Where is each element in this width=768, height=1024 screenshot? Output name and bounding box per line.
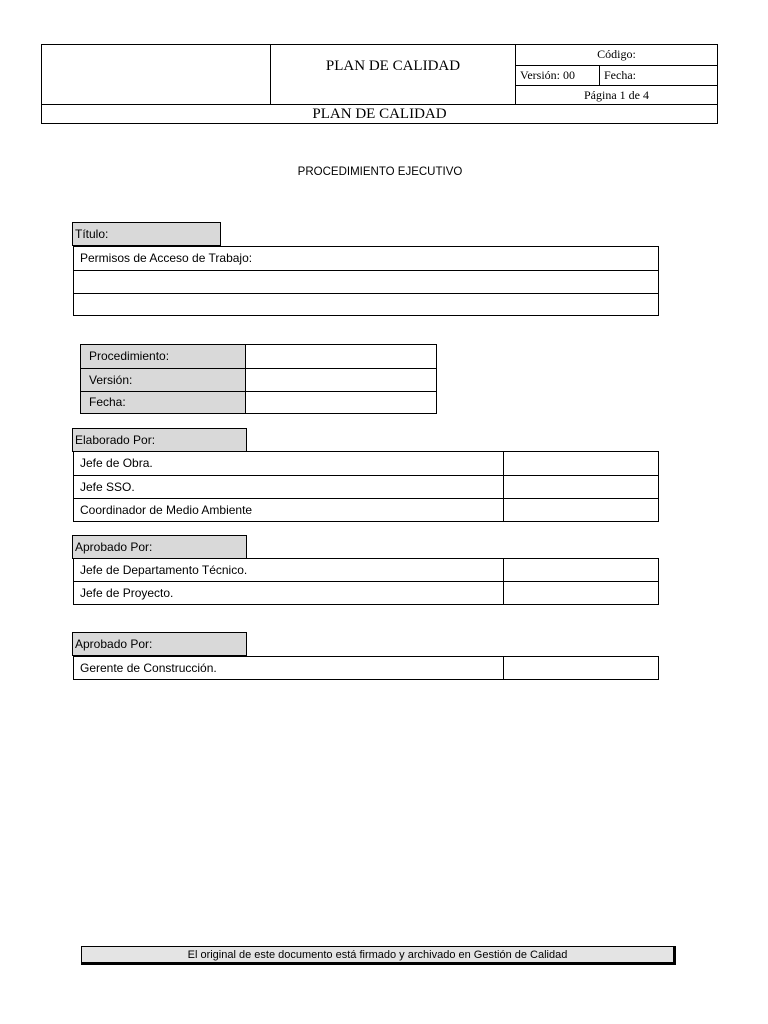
titulo-table <box>73 246 659 316</box>
document-header <box>41 44 718 124</box>
aprobado-final-name: Gerente de Construcción. <box>80 661 217 675</box>
info-label: Procedimiento: <box>89 349 170 363</box>
elaborado-name: Coordinador de Medio Ambiente <box>80 503 253 517</box>
elaborado-label: Elaborado Por: <box>72 428 247 452</box>
titulo-line-2[interactable] <box>74 271 658 294</box>
info-value-procedimiento[interactable] <box>247 347 433 367</box>
header-page-number: Página 1 de 4 <box>516 86 717 105</box>
aprobado-signature-field[interactable] <box>505 583 655 603</box>
elaborado-name: Jefe SSO. <box>80 480 135 494</box>
header-codigo: Código: <box>516 45 717 66</box>
info-value-version[interactable] <box>247 371 433 390</box>
titulo-value[interactable]: Permisos de Acceso de Trabajo: <box>74 247 658 271</box>
aprobado-name: Jefe de Departamento Técnico. <box>80 563 248 577</box>
aprobado-final-table <box>73 656 659 680</box>
titulo-line-3[interactable] <box>74 294 658 315</box>
header-fecha: Fecha: <box>600 66 717 86</box>
logo-area <box>42 45 271 105</box>
footer-note: El original de este documento está firmado y archivado en Gestión de Calidad <box>81 946 676 965</box>
aprobado-label: Aprobado Por: <box>72 535 247 559</box>
elaborado-signature-field[interactable] <box>505 453 655 475</box>
document-heading: PROCEDIMIENTO EJECUTIVO <box>297 166 463 178</box>
aprobado-table <box>73 558 659 605</box>
header-subtitle: PLAN DE CALIDAD <box>312 106 447 122</box>
info-value-fecha[interactable] <box>247 394 433 412</box>
header-version: Versión: 00 <box>516 66 600 86</box>
info-table <box>80 344 437 414</box>
aprobado-final-label: Aprobado Por: <box>72 632 247 656</box>
elaborado-name: Jefe de Obra. <box>80 456 153 470</box>
header-title: PLAN DE CALIDAD <box>271 45 516 105</box>
elaborado-signature-field[interactable] <box>505 500 655 520</box>
aprobado-signature-field[interactable] <box>505 560 655 581</box>
titulo-label: Título: <box>72 222 221 246</box>
aprobado-final-signature-field[interactable] <box>505 658 655 678</box>
elaborado-table <box>73 451 659 522</box>
elaborado-signature-field[interactable] <box>505 477 655 498</box>
info-label: Versión: <box>89 373 133 387</box>
info-label: Fecha: <box>89 395 126 409</box>
aprobado-name: Jefe de Proyecto. <box>80 586 174 600</box>
